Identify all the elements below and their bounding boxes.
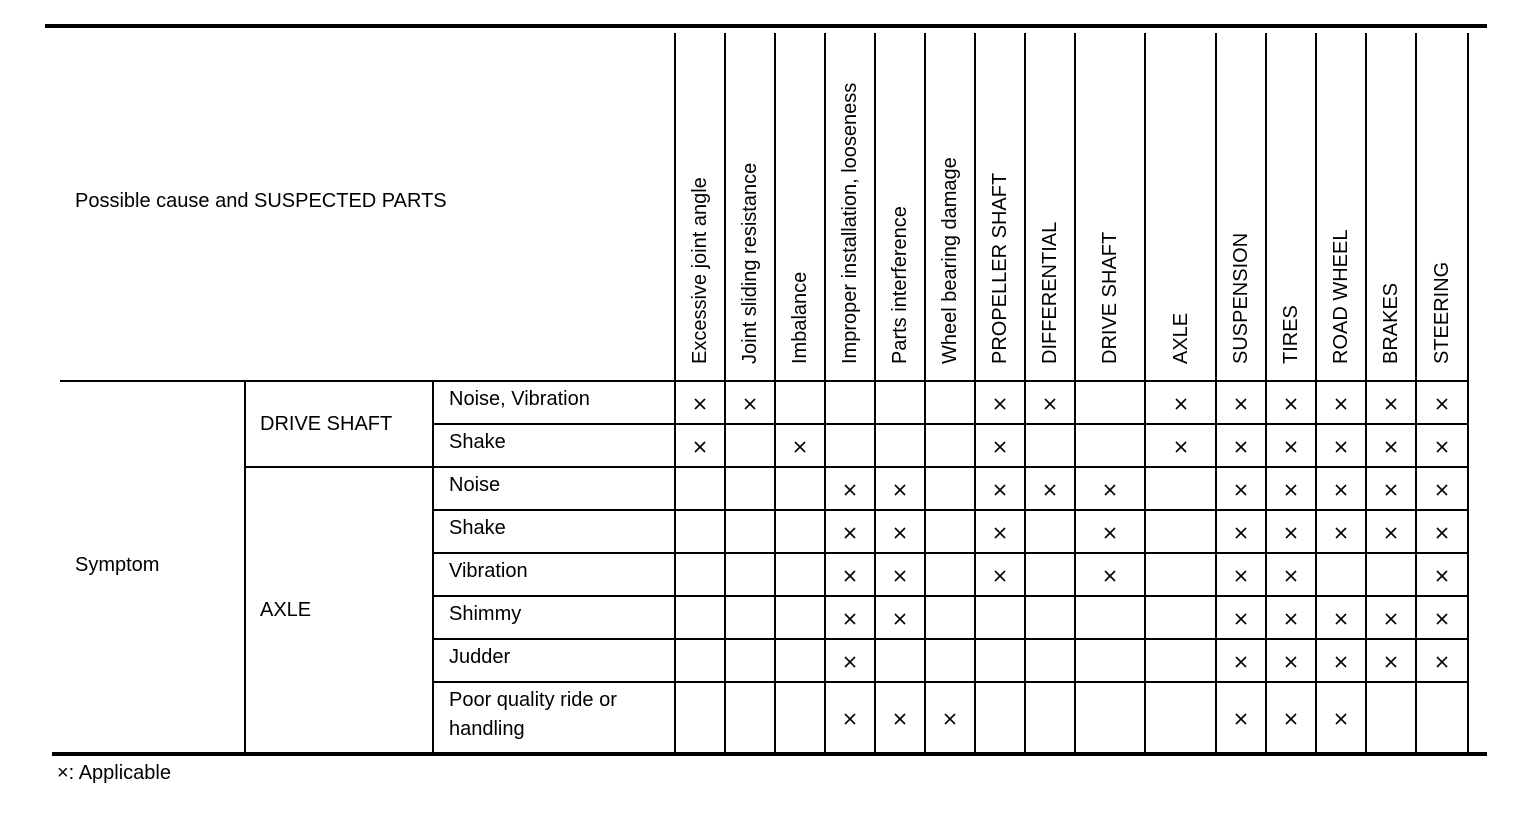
cross-mark-icon — [742, 396, 758, 412]
row-separator — [433, 552, 1468, 554]
cross-mark-icon — [1283, 439, 1299, 455]
column-header: Imbalance — [789, 271, 811, 364]
cross-mark-icon — [1233, 611, 1249, 627]
column-border — [1144, 33, 1146, 753]
cross-mark-icon — [1333, 654, 1349, 670]
cross-mark-icon — [992, 525, 1008, 541]
column-header: AXLE — [1169, 312, 1192, 364]
row-separator — [433, 638, 1468, 640]
row-separator — [433, 509, 1468, 511]
cross-mark-icon — [1383, 525, 1399, 541]
table-top-border — [45, 24, 1487, 28]
table-right-border — [1467, 33, 1469, 753]
cross-mark-icon — [1434, 654, 1450, 670]
cross-mark-icon — [1434, 611, 1450, 627]
column-border — [1265, 33, 1267, 753]
cross-mark-icon — [892, 482, 908, 498]
column-border — [724, 33, 726, 753]
cross-mark-icon — [892, 711, 908, 727]
row-separator — [433, 595, 1468, 597]
cross-mark-icon — [692, 439, 708, 455]
cross-mark-icon — [1283, 611, 1299, 627]
cross-mark-icon — [1383, 439, 1399, 455]
group-label: DRIVE SHAFT — [260, 413, 393, 435]
column-border — [1315, 33, 1317, 753]
cross-mark-icon — [1283, 654, 1299, 670]
column-header: Excessive joint angle — [689, 177, 711, 364]
symptom-label: Judder — [449, 646, 511, 668]
cross-mark-icon — [992, 439, 1008, 455]
legend-text: ×: Applicable — [57, 762, 171, 784]
cross-mark-icon — [1102, 568, 1118, 584]
cross-mark-icon — [1042, 482, 1058, 498]
cross-mark-icon — [1233, 439, 1249, 455]
cross-mark-icon — [1283, 525, 1299, 541]
cross-mark-icon — [1233, 711, 1249, 727]
column-border — [674, 33, 676, 753]
column-header: DIFFERENTIAL — [1039, 221, 1061, 364]
cross-mark-icon — [1173, 396, 1189, 412]
row-separator — [433, 423, 1468, 425]
table-bottom-border — [52, 752, 1487, 756]
column-border — [774, 33, 776, 753]
row-group-label: Symptom — [75, 554, 160, 576]
cross-mark-icon — [892, 568, 908, 584]
header-bottom-border — [60, 380, 1468, 382]
column-border — [1074, 33, 1076, 753]
column-border — [1215, 33, 1217, 753]
cross-mark-icon — [1434, 568, 1450, 584]
cross-mark-icon — [992, 568, 1008, 584]
symptom-label: Shimmy — [449, 603, 522, 625]
cross-mark-icon — [842, 482, 858, 498]
group-label: AXLE — [260, 599, 312, 621]
cross-mark-icon — [942, 711, 958, 727]
column-header: Joint sliding resistance — [739, 162, 761, 364]
cross-mark-icon — [1233, 654, 1249, 670]
cross-mark-icon — [1102, 525, 1118, 541]
cross-mark-icon — [1283, 396, 1299, 412]
cross-mark-icon — [1042, 396, 1058, 412]
column-border — [1024, 33, 1026, 753]
cross-mark-icon — [1434, 396, 1450, 412]
cross-mark-icon — [1333, 711, 1349, 727]
column-border — [974, 33, 976, 753]
column-border — [1365, 33, 1367, 753]
column-header: STEERING — [1431, 261, 1453, 364]
cross-mark-icon — [1333, 525, 1349, 541]
cross-mark-icon — [1283, 711, 1299, 727]
column-header: Parts interference — [889, 206, 911, 364]
cross-mark-icon — [1283, 568, 1299, 584]
cross-mark-icon — [842, 611, 858, 627]
column-border — [1415, 33, 1417, 753]
symptom-column-border — [432, 381, 434, 753]
row-separator — [433, 681, 1468, 683]
column-header: ROAD WHEEL — [1330, 229, 1352, 364]
cross-mark-icon — [842, 525, 858, 541]
cross-mark-icon — [1233, 396, 1249, 412]
column-border — [924, 33, 926, 753]
symptom-label: Noise, Vibration — [449, 388, 590, 410]
symptom-label: Shake — [449, 431, 506, 453]
column-border — [824, 33, 826, 753]
cross-mark-icon — [692, 396, 708, 412]
column-border — [874, 33, 876, 753]
cross-mark-icon — [842, 654, 858, 670]
column-header: SUSPENSION — [1230, 232, 1252, 364]
column-header: BRAKES — [1380, 282, 1402, 364]
cross-mark-icon — [1383, 482, 1399, 498]
column-header: Wheel bearing damage — [939, 157, 961, 364]
cross-mark-icon — [1434, 525, 1450, 541]
column-header: Improper installation, looseness — [839, 82, 861, 364]
cross-mark-icon — [892, 525, 908, 541]
cross-mark-icon — [1434, 439, 1450, 455]
cross-mark-icon — [1102, 482, 1118, 498]
group-column-border — [244, 381, 246, 753]
cross-mark-icon — [892, 611, 908, 627]
symptom-label: Poor quality ride or handling — [449, 689, 617, 740]
cross-mark-icon — [992, 482, 1008, 498]
cross-mark-icon — [1233, 525, 1249, 541]
cross-mark-icon — [1173, 439, 1189, 455]
cross-mark-icon — [1383, 611, 1399, 627]
cross-mark-icon — [1233, 568, 1249, 584]
symptom-label: Shake — [449, 517, 506, 539]
cross-mark-icon — [1383, 396, 1399, 412]
column-header: PROPELLER SHAFT — [989, 172, 1011, 364]
cross-mark-icon — [792, 439, 808, 455]
cross-mark-icon — [842, 568, 858, 584]
cross-mark-icon — [1333, 611, 1349, 627]
cross-mark-icon — [1333, 396, 1349, 412]
cross-mark-icon — [1283, 482, 1299, 498]
cross-mark-icon — [1333, 439, 1349, 455]
cross-mark-icon — [1434, 482, 1450, 498]
group-separator — [245, 466, 1468, 468]
cross-mark-icon — [842, 711, 858, 727]
column-header: DRIVE SHAFT — [1099, 231, 1121, 364]
cross-mark-icon — [1333, 482, 1349, 498]
cross-mark-icon — [1383, 654, 1399, 670]
table-corner-label: Possible cause and SUSPECTED PARTS — [75, 190, 447, 212]
symptom-label: Noise — [449, 474, 501, 496]
symptom-label: Vibration — [449, 560, 528, 582]
cross-mark-icon — [1233, 482, 1249, 498]
column-header: TIRES — [1280, 305, 1302, 364]
cross-mark-icon — [992, 396, 1008, 412]
